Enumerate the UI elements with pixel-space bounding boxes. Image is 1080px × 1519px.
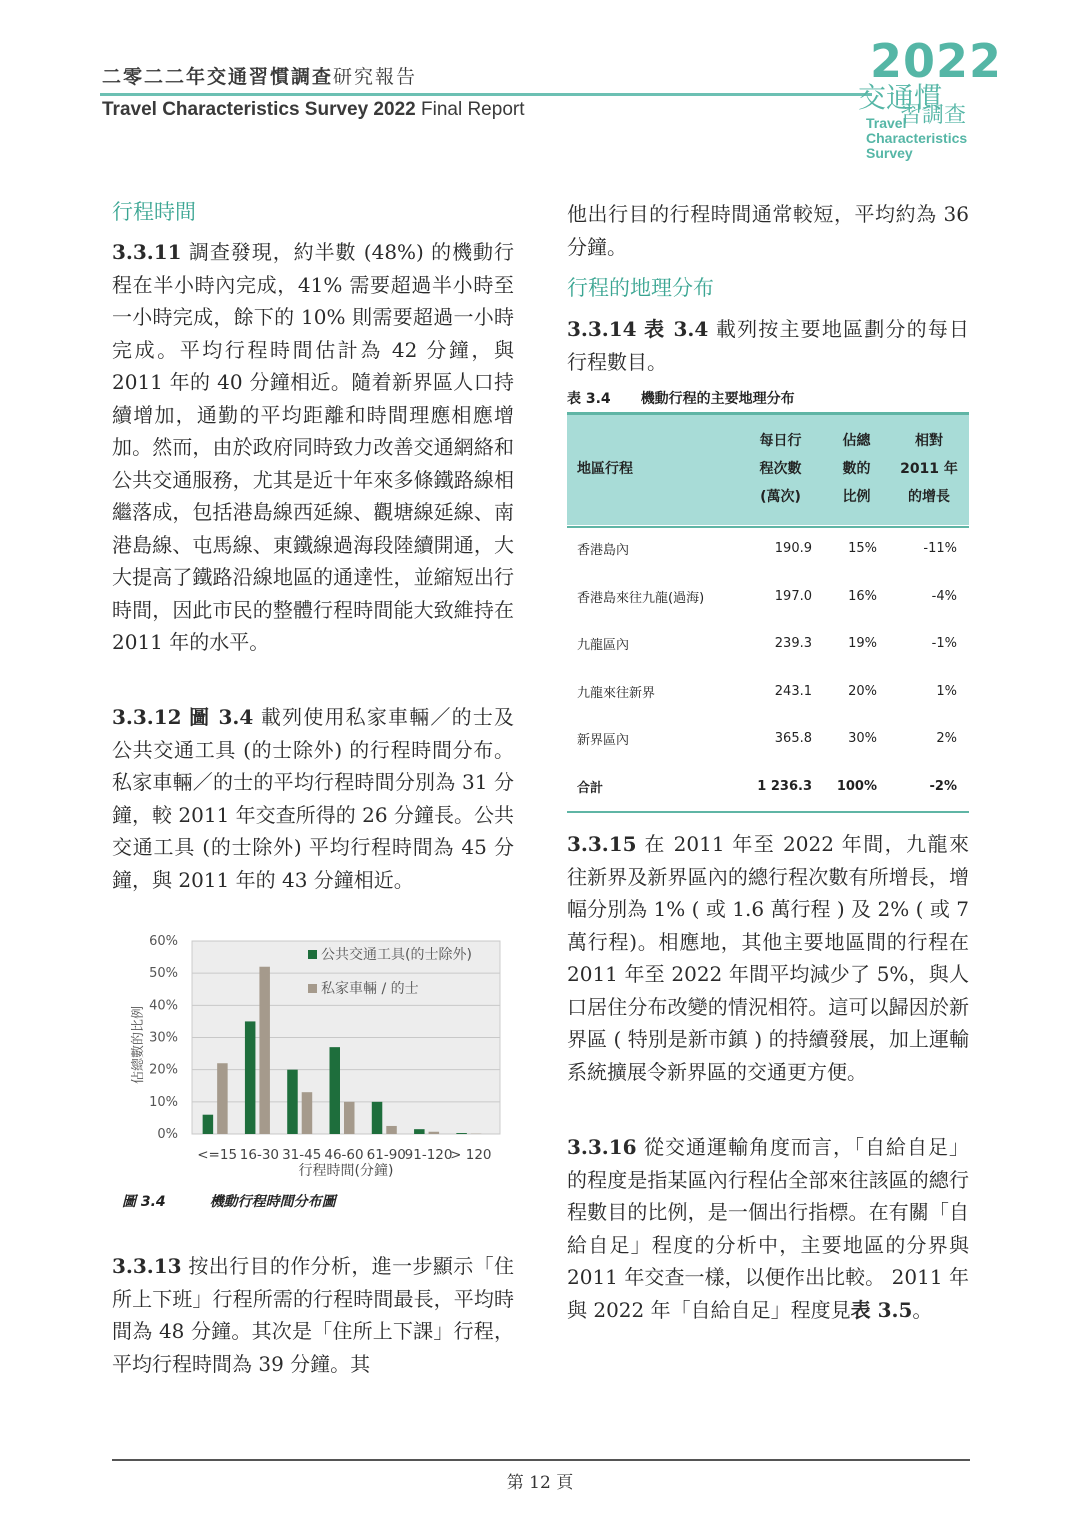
bar-public-transport-0 [203,1115,214,1134]
report-title-english-bold: Travel Characteristics Survey 2022 [102,99,416,120]
cell-share: 19% [848,636,877,652]
table-header-row [567,413,969,525]
logo-en-2: Characteristics [866,130,968,146]
y-tick-label: 30% [149,1030,178,1046]
logo-year: 2022 [870,34,1003,88]
cell-trips: 243.1 [774,683,812,699]
table-title: 機動行程的主要地理分布 [640,391,795,407]
cell-share: 30% [848,731,877,747]
paragraph-3-3-11 [112,236,514,659]
bar-public-transport-6 [456,1133,467,1134]
cell-region: 九龍區內 [577,638,630,654]
cell-share: 100% [836,778,877,794]
x-tick-label: 61-90 [366,1147,406,1163]
cell-trips: 190.9 [774,541,812,557]
table-row [567,715,969,763]
x-tick-label: 46-60 [324,1147,364,1163]
header-rule [100,93,872,96]
legend-swatch [308,950,317,959]
paragraph-continued [567,198,969,263]
footer-rule [112,1459,970,1461]
cell-region: 香港島內 [577,543,630,559]
cell-change: -4% [931,588,957,604]
table-bottom-rule [567,811,969,813]
x-tick-label: > 120 [450,1147,492,1163]
paragraph-3-3-16 [567,1131,969,1326]
x-tick-label: 31-45 [282,1147,322,1163]
logo-en-3: Survey [866,145,913,161]
table-row [567,668,969,716]
header-share [824,413,889,525]
report-title-chinese [102,62,417,89]
para-text: 調查發現，約半數 (48%) 的機動行程在半小時內完成，41% 需要超過半小時至一小時完成，餘下的 10% 則需要超過一小時完成。平均行程時間估計為 42 分鐘，與 2011 年的 40 分鐘相近。隨着新界區人口持續增加，通勤的平均距離和時間理應相應增加。然而，由於政府同時致力改善交通網絡和公共交通服務，尤其是近十年來多條鐵路線相繼落成，包括港島線西延線、觀塘線延線、南港島線、屯馬線、東鐵線過海段陸續開通，大大提高了鐵路沿線地區的通達性，並縮短出行時間，因此市民的整體行程時間能大致維持在 2011 年的水平。 [112,240,514,654]
header-share-line: 佔總 [842,433,871,449]
y-tick-label: 0% [157,1127,178,1142]
bar-public-transport-5 [414,1129,425,1134]
logo-en-1: Travel [866,115,907,131]
bar-public-transport-2 [287,1070,298,1134]
page-number: 第 12 頁 [506,1473,574,1493]
bar-private-car-3 [344,1102,355,1134]
table-total-row [567,763,969,811]
legend-label: 公共交通工具(的士除外) [321,947,472,963]
section-heading-geographic: 行程的地理分布 [567,276,714,300]
cell-change: -1% [931,636,957,652]
figure-title: 機動行程時間分布圖 [209,1194,336,1210]
cell-change: 1% [936,683,957,699]
para-text: 從交通運輸角度而言，「自給自足」的程度是指某區內行程佔全部來往該區的總行程數目的比例，是一個出行指標。在有關「自給自足」程度的分析中，主要地區的分界與 2011 年交查一樣，以便作出比較。 2011 年與 2022 年「自給自足」程度見 [567,1135,970,1322]
x-axis-label: 行程時間(分鐘) [298,1163,394,1179]
cell-share: 16% [848,588,877,604]
table-row [567,525,969,573]
logo-english [866,116,967,161]
header-change-line: 的增長 [908,489,950,505]
bar-public-transport-4 [372,1102,383,1134]
figure-reference: 圖 3.4 [189,705,254,729]
cell-change: -11% [923,541,957,557]
header-share-line: 數的 [842,461,871,477]
para-number: 3.3.14 [567,317,637,341]
cell-region: 新界區內 [577,733,630,749]
section-heading-travel-time: 行程時間 [112,200,196,224]
para-number: 3.3.16 [567,1135,637,1159]
cell-share: 15% [848,541,877,557]
para-text: 在 2011 年至 2022 年間，九龍來往新界及新界區內的總行程次數有所增長，增幅分別為 1% ( 或 1.6 萬行程 ) 及 2% ( 或 7 萬行程)。相應地，其他主要地區間的行程在 2011 年至 2022 年間平均減少了 5%，與人口居住分布改變的情況相符。這可以歸因於新界區 ( 特別是新市鎮 ) 的持續發展，加上運輸系統擴展令新界區的交通更方便。 [567,832,969,1084]
table-row [567,573,969,621]
bar-private-car-2 [302,1092,313,1134]
cell-trips: 239.3 [774,636,812,652]
report-title-chinese-regular: 研究報告 [333,66,418,88]
cell-share: 20% [848,683,877,699]
table-number: 表 3.4 [567,391,611,407]
bar-private-car-0 [217,1063,228,1134]
para-text: 載列按主要地區劃分的每日行程數目。 [567,317,970,374]
header-share-line: 比例 [842,489,871,505]
para-end: 。 [912,1297,933,1322]
cell-region: 合計 [577,780,604,796]
bar-private-car-5 [429,1132,440,1134]
legend-swatch [308,984,317,993]
paragraph-3-3-13 [112,1250,514,1380]
paragraph-3-3-14 [567,313,969,378]
header-trips-line: 每日行 [759,433,802,449]
table-row [567,620,969,668]
header-change-line: 相對 [915,433,943,449]
paragraph-3-3-15 [567,828,969,1088]
para-number: 3.3.12 [112,705,182,729]
y-tick-label: 60% [149,934,178,949]
para-number: 3.3.15 [567,832,637,856]
y-tick-label: 40% [149,998,178,1014]
cell-trips: 365.8 [774,731,812,747]
table-top-rule [567,412,969,415]
para-text: 載列使用私家車輛／的士及公共交通工具 (的士除外) 的行程時間分布。私家車輛／的士的平均行程時間分別為 31 分鐘，較 2011 年交查所得的 26 分鐘長。公共交通工具 (的士除外) 平均行程時間為 45 分鐘，與 2011 年的 43 分鐘相近。 [112,705,515,892]
header-change-line: 2011 年 [900,461,958,477]
header-trips-line: (萬次) [760,489,801,505]
header-trips-line: 程次數 [759,461,802,477]
logo-chars-2: 習調查 [900,103,967,128]
y-axis-label: 佔總數的比例 [131,1005,146,1085]
bar-private-car-4 [386,1126,397,1134]
bar-public-transport-1 [245,1021,256,1134]
para-number: 3.3.11 [112,240,182,264]
cell-trips: 1 236.3 [757,778,812,794]
para-text: 按出行目的作分析，進一步顯示「住所上下班」行程所需的行程時間最長，平均時間為 48 分鐘。其次是「住所上下課」行程，平均行程時間為 39 分鐘。其 [112,1254,515,1376]
y-tick-label: 10% [149,1094,178,1110]
legend-label: 私家車輛 / 的士 [321,981,419,997]
table-reference: 表 3.5 [850,1297,913,1322]
cell-change: 2% [936,731,957,747]
x-tick-label: 91-120 [404,1147,453,1163]
bar-private-car-1 [259,967,270,1134]
cell-region: 香港島來往九龍(過海) [577,590,705,606]
x-tick-label: <=15 [197,1147,238,1163]
x-tick-label: 16-30 [239,1147,280,1163]
report-title-chinese-bold: 二零二二年交通習慣調查 [102,66,334,88]
y-tick-label: 50% [149,966,178,982]
figure-caption [122,1191,336,1211]
table-caption [567,388,795,408]
table-reference: 表 3.4 [644,317,709,341]
paragraph-3-3-12 [112,701,514,896]
bar-public-transport-3 [330,1047,341,1134]
para-text: 他出行目的行程時間通常較短，平均約為 36 分鐘。 [567,202,969,259]
cell-change: -2% [929,778,957,794]
para-number: 3.3.13 [112,1254,182,1278]
figure-number: 圖 3.4 [122,1194,166,1210]
y-tick-label: 20% [149,1062,178,1078]
report-title-english [102,99,525,121]
cell-trips: 197.0 [774,588,812,604]
table-header-rule [567,526,969,528]
travel-time-chart [112,925,512,1185]
header-change [889,413,969,525]
cell-region: 九龍來往新界 [577,685,656,701]
logo-chars-1: 交通慣 [858,81,943,114]
header-trips [737,413,824,525]
survey-logo [852,34,1003,173]
header-region: 地區行程 [577,461,633,477]
geographic-distribution-table [567,413,969,810]
report-title-english-regular: Final Report [421,99,525,120]
